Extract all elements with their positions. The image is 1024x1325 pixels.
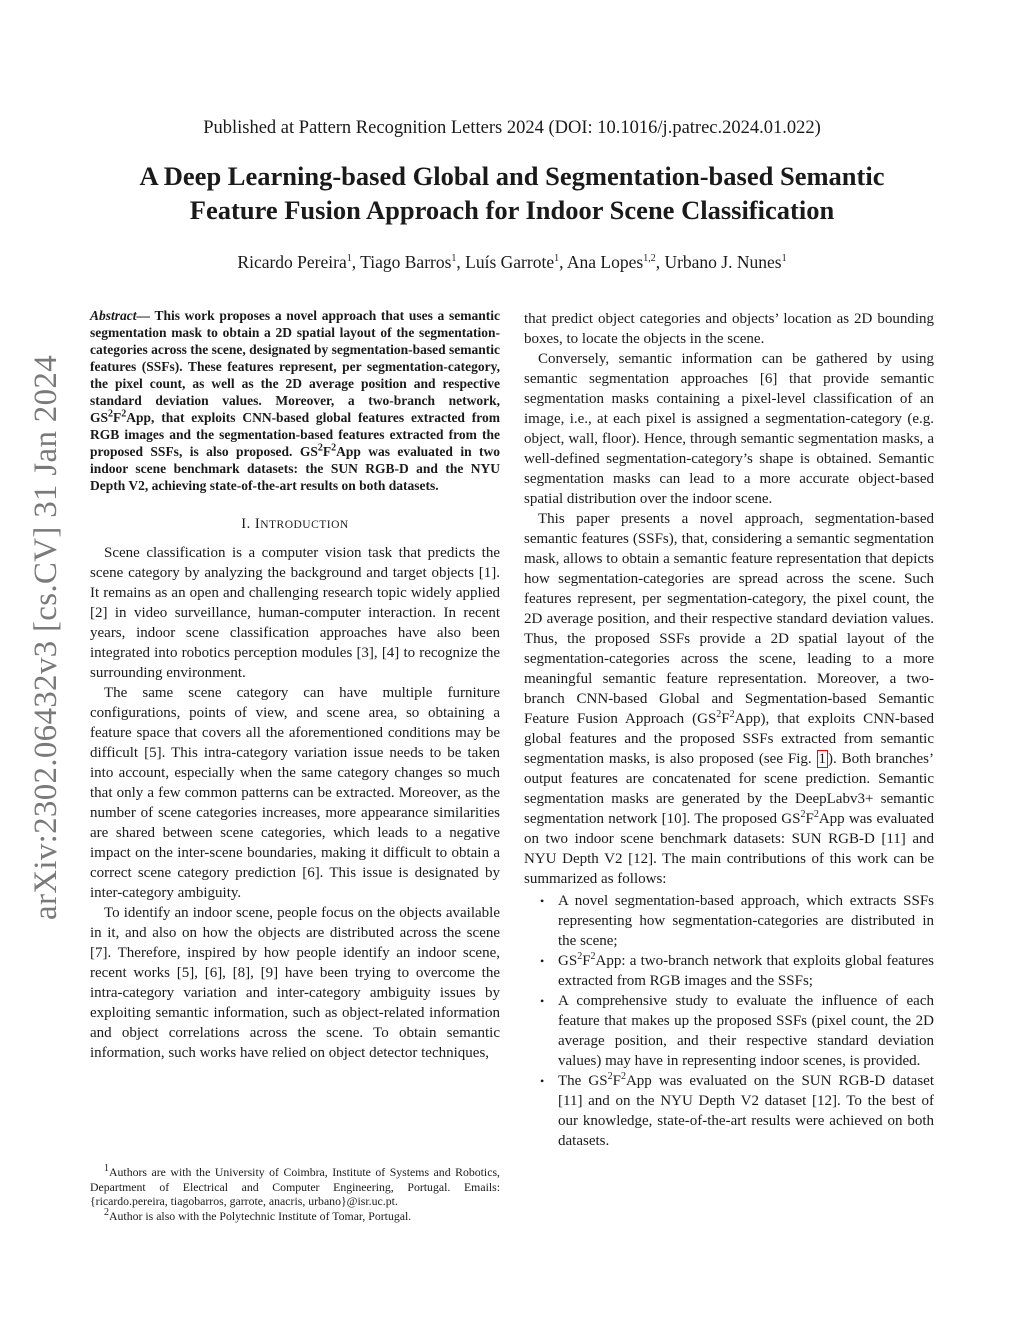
paragraph: To identify an indoor scene, people focus on the objects available in it, and also on how the objects are distributed across the scene [7]. Therefore, inspired by how people identify an indoor scene, recent works [5], [6], [8], [9] have been trying to overcome the intra-category variation and inter-category ambiguity issues by exploiting semantic information, such as object-related information and object correlations across the scene. To obtain semantic information, such works have relied on object detector techniques, [90, 905, 500, 1061]
list-item: • The $GS^2F^2App$ was evaluated on the SUN RGB-D dataset [11] and on the NYU Depth V2 dataset [12]. To the best of our knowledge, state-of-the-art results were achieved on both datasets. [540, 1071, 934, 1149]
paragraph: Conversely, semantic information can be gathered by using semantic segmentation approaches [6] that provide semantic segmentation masks containing a pixel-level classification of an image, i.e., at each pixel is assigned a segmentation-category (e.g. object, wall, floor). Hence, through semantic segmentation masks, a well-defined segmentation-category’s shape is obtained. Semantic segmentation masks can lead to a more accurate object-based spatial distribution over the indoor scene. [524, 351, 934, 507]
author: Ricardo Pereira$^1$ [237, 252, 352, 272]
title-line-1: A Deep Learning-based Global and Segmentation-based Semantic [139, 161, 885, 191]
left-column [90, 307, 500, 1063]
footnotes [90, 1165, 500, 1223]
section-heading-introduction: I. INTRODUCTION [241, 516, 349, 532]
author: Luís Garrote$^1$ [465, 252, 560, 272]
list-item: • $GS^2F^2App$: a two-branch network that exploits global features extracted from RGB images and the SSFs; [540, 951, 934, 989]
bullet-icon: • [540, 1074, 545, 1088]
paper-title [100, 159, 924, 227]
list-item: • A comprehensive study to evaluate the influence of each feature that makes up the proposed SSFs (pixel count, the 2D average position, and their respective standard deviation values) may have in representing indoor scenes, is provided. [540, 993, 934, 1069]
bullet-icon: • [540, 954, 545, 968]
arxiv-id: arXiv:2302.06432v3 [cs.CV] 31 Jan 2024 [27, 354, 64, 920]
figure-link[interactable]: 1 [818, 751, 827, 767]
publication-note: Published at Pattern Recognition Letters 2024 (DOI: 10.1016/j.patrec.2024.01.022) [203, 118, 821, 138]
footnote-1: $^1$Authors are with the University of Coimbra, Institute of Systems and Robotics, Department of Electrical and Computer Engineering, Portugal. Emails: {ricardo.pereira, tiagobarros, garrote, anacris, urbano}@isr.uc.pt. [90, 1163, 500, 1208]
author-list: Ricardo Pereira$^1$, Tiago Barros$^1$, Luís Garrote$^1$, Ana Lopes$^{1,2}$, Urbano J. Nunes$^1$ [237, 252, 787, 272]
bullet-icon: • [540, 894, 545, 908]
arxiv-watermark [21, 328, 71, 946]
abstract-label: Abstract [90, 308, 137, 323]
paragraph: This paper presents a novel approach, segmentation-based semantic features (SSFs), that, considering a semantic segmentation mask, allows to obtain a semantic feature representation that depicts how segmentation-categories are spread across the scene. Such features represent, per segmentation-category, the pixel count, the 2D average position, and their respective standard deviation values. Thus, the proposed SSFs provide a 2D spatial layout of the segmentation-categories across the scene, leading to a more meaningful semantic feature representation. Moreover, a two-branch CNN-based Global and Segmentation-based Semantic Feature Fusion Approach $(GS^2F^2App)$, that exploits CNN-based global features and the proposed SSFs extracted from semantic segmentation masks, is also proposed (see Fig. 1 ). Both branches’ output features are concatenated for scene prediction. Semantic segmentation masks are generated by the DeepLabv3+ semantic segmentation network [10]. The proposed $GS^2F^2App$ was evaluated on two indoor scene benchmark datasets: SUN RGB-D [11] and NYU Depth V2 [12]. The main contributions of this work can be summarized as follows: [524, 511, 935, 887]
list-item: • A novel segmentation-based approach, which extracts SSFs representing how segmentation-categories are distributed in the scene; [540, 893, 934, 949]
author: Urbano J. Nunes$^1$ [664, 252, 787, 272]
author: Ana Lopes$^{1,2}$ [566, 252, 656, 272]
abstract: Abstract— This work proposes a novel approach that uses a semantic segmentation mask to obtain a 2D spatial layout of the segmentation-categories across the scene, designated by segmentation-based semantic features (SSFs). These features represent, per segmentation-category, the pixel count, as well as the 2D average position and respective standard deviation values. Moreover, a two-branch network, $GS^2F^2App$, that exploits CNN-based global features extracted from RGB images and the segmentation-based features extracted from the proposed SSFs, is also proposed. $GS^2F^2App$ was evaluated in two indoor scene benchmark datasets: the SUN RGB-D and the NYU Depth V2, achieving state-of-the-art results on both datasets. [90, 308, 500, 493]
right-column [524, 309, 934, 1151]
contribution-list [524, 891, 934, 1151]
author: Tiago Barros$^1$ [360, 252, 457, 272]
paragraph: Scene classification is a computer vision task that predicts the scene category by analyzing the background and target objects [1]. It remains as an open and challenging research topic widely applied [2] in video surveillance, human-computer interaction. In recent years, indoor scene classification approaches have also been integrated into robotics perception modules [3], [4] to recognize the surrounding environment. [90, 545, 500, 681]
title-line-2: Feature Fusion Approach for Indoor Scene Classification [189, 195, 835, 225]
paragraph: The same scene category can have multiple furniture configurations, points of view, and scene area, so obtaining a feature space that covers all the aforementioned conditions may be difficult [5]. This intra-category variation issue needs to be taken into account, especially when the same category changes so much that only a few common patterns can be extracted. Moreover, as the number of scene categories increases, more appearance similarities are shared between scene categories, which leads to a negative impact on the inter-scene boundaries, making it difficult to obtain a correct scene category prediction [6]. This issue is designated by inter-category ambiguity. [90, 685, 500, 901]
bullet-icon: • [540, 994, 545, 1008]
paragraph: that predict object categories and objects’ location as 2D bounding boxes, to locate the objects in the scene. [524, 311, 934, 347]
footnote-2: $^2$Author is also with the Polytechnic Institute of Tomar, Portugal. [104, 1206, 412, 1223]
